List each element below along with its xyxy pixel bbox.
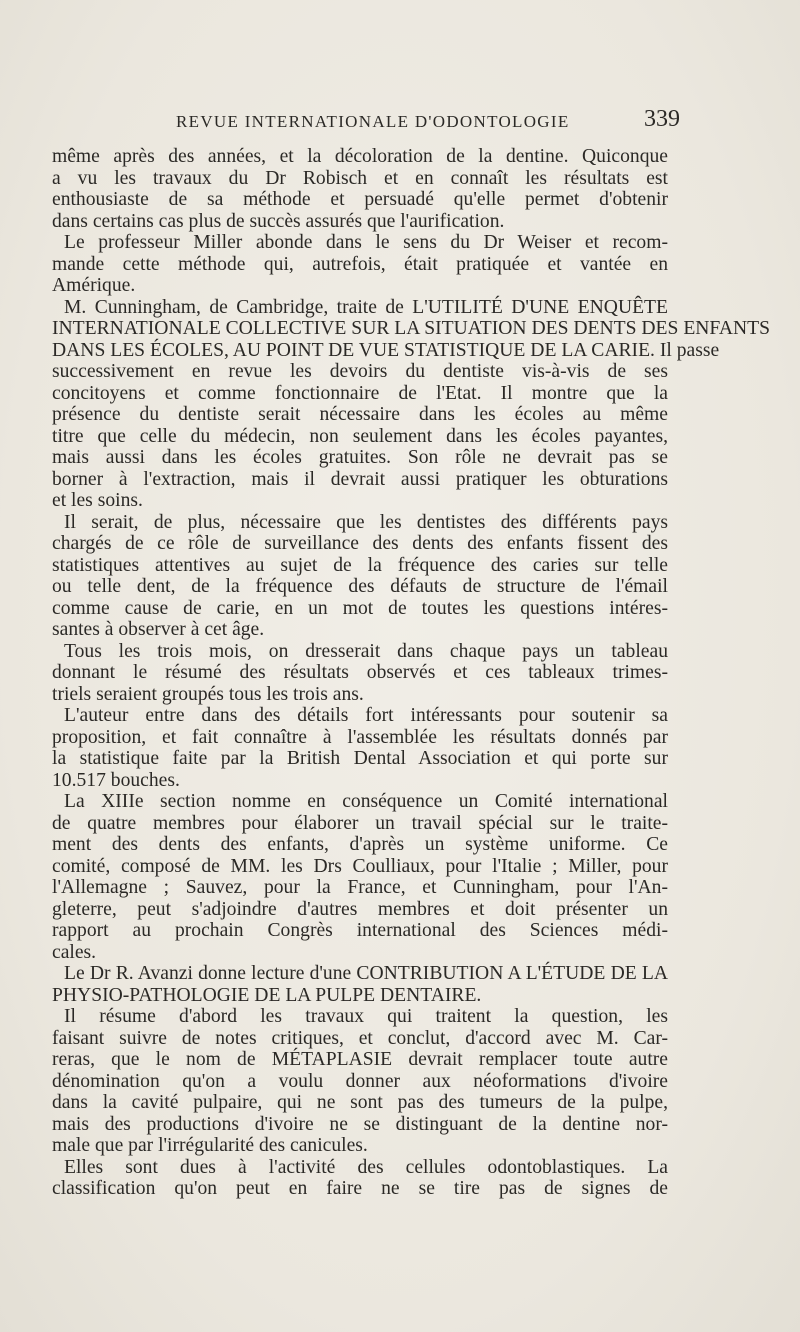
text-line: dans certains cas plus de succès assurés que l'aurification. [52, 210, 505, 232]
text-line: dénomination qu'on a voulu donner aux néoformations d'ivoire [52, 1070, 668, 1092]
page-header [52, 106, 680, 140]
text-line: Il serait, de plus, nécessaire que les dentistes des différents pays [64, 511, 668, 533]
text-line: donnant le résumé des résultats observés et ces tableaux trimes- [52, 662, 668, 683]
text-line: proposition, et fait connaître à l'assemblée les résultats donnés par [52, 726, 668, 748]
text-line: triels seraient groupés tous les trois ans. [52, 683, 364, 705]
text-line: mande cette méthode qui, autrefois, était pratiquée et vantée en [52, 253, 668, 275]
text-line: enthousiaste de sa méthode et persuadé qu'elle permet d'obtenir [52, 189, 668, 210]
text-line: mais des productions d'ivoire ne se distinguant de la dentine nor- [52, 1113, 668, 1135]
page-number: 339 [644, 106, 680, 132]
body-text [52, 146, 771, 1200]
text-line: comme cause de carie, en un mot de toutes les questions intéres- [52, 597, 668, 619]
text-line: rapport au prochain Congrès international des Sciences médi- [52, 920, 668, 941]
text-line: classification qu'on peut en faire ne se tire pas de signes de [52, 1178, 668, 1199]
running-title: REVUE INTERNATIONALE D'ODONTOLOGIE [176, 112, 570, 131]
text-line: mais aussi dans les écoles gratuites. Son rôle ne devrait pas se [52, 447, 668, 468]
text-line: successivement en revue les devoirs du dentiste vis-à-vis de ses [52, 361, 668, 382]
text-line: titre que celle du médecin, non seulement dans les écoles payantes, [52, 425, 668, 447]
text-line: même après des années, et la décoloration de la dentine. Quiconque [52, 146, 668, 167]
text-line: PHYSIO-PATHOLOGIE DE LA PULPE DENTAIRE. [52, 984, 482, 1006]
text-line: ment des dents des enfants, d'après un système uniforme. Ce [52, 834, 668, 855]
text-line: présence du dentiste serait nécessaire dans les écoles au même [52, 404, 668, 425]
text-line: L'auteur entre dans des détails fort intéressants pour soutenir sa [64, 705, 668, 726]
text-line: DANS LES ÉCOLES, AU POINT DE VUE STATISTIQUE DE LA CARIE. Il passe [52, 339, 720, 361]
text-line: et les soins. [52, 490, 143, 511]
text-line: La XIIIe section nomme en conséquence un Comité international [64, 791, 668, 812]
text-line: ou telle dent, de la fréquence des défauts de structure de l'émail [52, 576, 668, 597]
text-line: faisant suivre de notes critiques, et conclut, d'accord avec M. Car- [52, 1027, 668, 1049]
text-line: de quatre membres pour élaborer un travail spécial sur le traite- [52, 812, 668, 834]
text-line: Le professeur Miller abonde dans le sens du Dr Weiser et recom- [64, 232, 668, 253]
text-line: Il résume d'abord les travaux qui traitent la question, les [64, 1006, 668, 1027]
text-line: gleterre, peut s'adjoindre d'autres membres et doit présenter un [52, 898, 668, 920]
text-line: cales. [52, 941, 97, 963]
text-line: comité, composé de MM. les Drs Coulliaux, pour l'Italie ; Miller, pour [52, 855, 668, 877]
text-line: Amérique. [52, 275, 136, 296]
text-line: concitoyens et comme fonctionnaire de l'Etat. Il montre que la [52, 382, 668, 404]
text-line: statistiques attentives au sujet de la fréquence des caries sur telle [52, 554, 668, 576]
text-line: reras, que le nom de MÉTAPLASIE devrait remplacer toute autre [52, 1049, 668, 1070]
text-line: la statistique faite par la British Dental Association et qui porte sur [52, 748, 668, 769]
text-line: l'Allemagne ; Sauvez, pour la France, et Cunningham, pour l'An- [52, 877, 668, 898]
text-line: Tous les trois mois, on dresserait dans chaque pays un tableau [64, 640, 668, 662]
text-line: 10.517 bouches. [52, 769, 180, 791]
text-line: Le Dr R. Avanzi donne lecture d'une CONTRIBUTION A L'ÉTUDE DE LA [64, 963, 668, 984]
text-line: santes à observer à cet âge. [52, 619, 265, 640]
text-line: M. Cunningham, de Cambridge, traite de L'UTILITÉ D'UNE ENQUÊTE [64, 296, 668, 318]
text-line: chargés de ce rôle de surveillance des dents des enfants fissent des [52, 533, 668, 554]
text-line: male que par l'irrégularité des canicules. [52, 1135, 368, 1156]
text-line: a vu les travaux du Dr Robisch et en connaît les résultats est [52, 167, 668, 189]
text-line: INTERNATIONALE COLLECTIVE SUR LA SITUATION DES DENTS DES ENFANTS [52, 318, 771, 339]
text-line: dans la cavité pulpaire, qui ne sont pas des tumeurs de la pulpe, [52, 1092, 668, 1113]
text-line: borner à l'extraction, mais il devrait aussi pratiquer les obturations [52, 468, 668, 490]
text-line: Elles sont dues à l'activité des cellules odontoblastiques. La [64, 1156, 668, 1178]
